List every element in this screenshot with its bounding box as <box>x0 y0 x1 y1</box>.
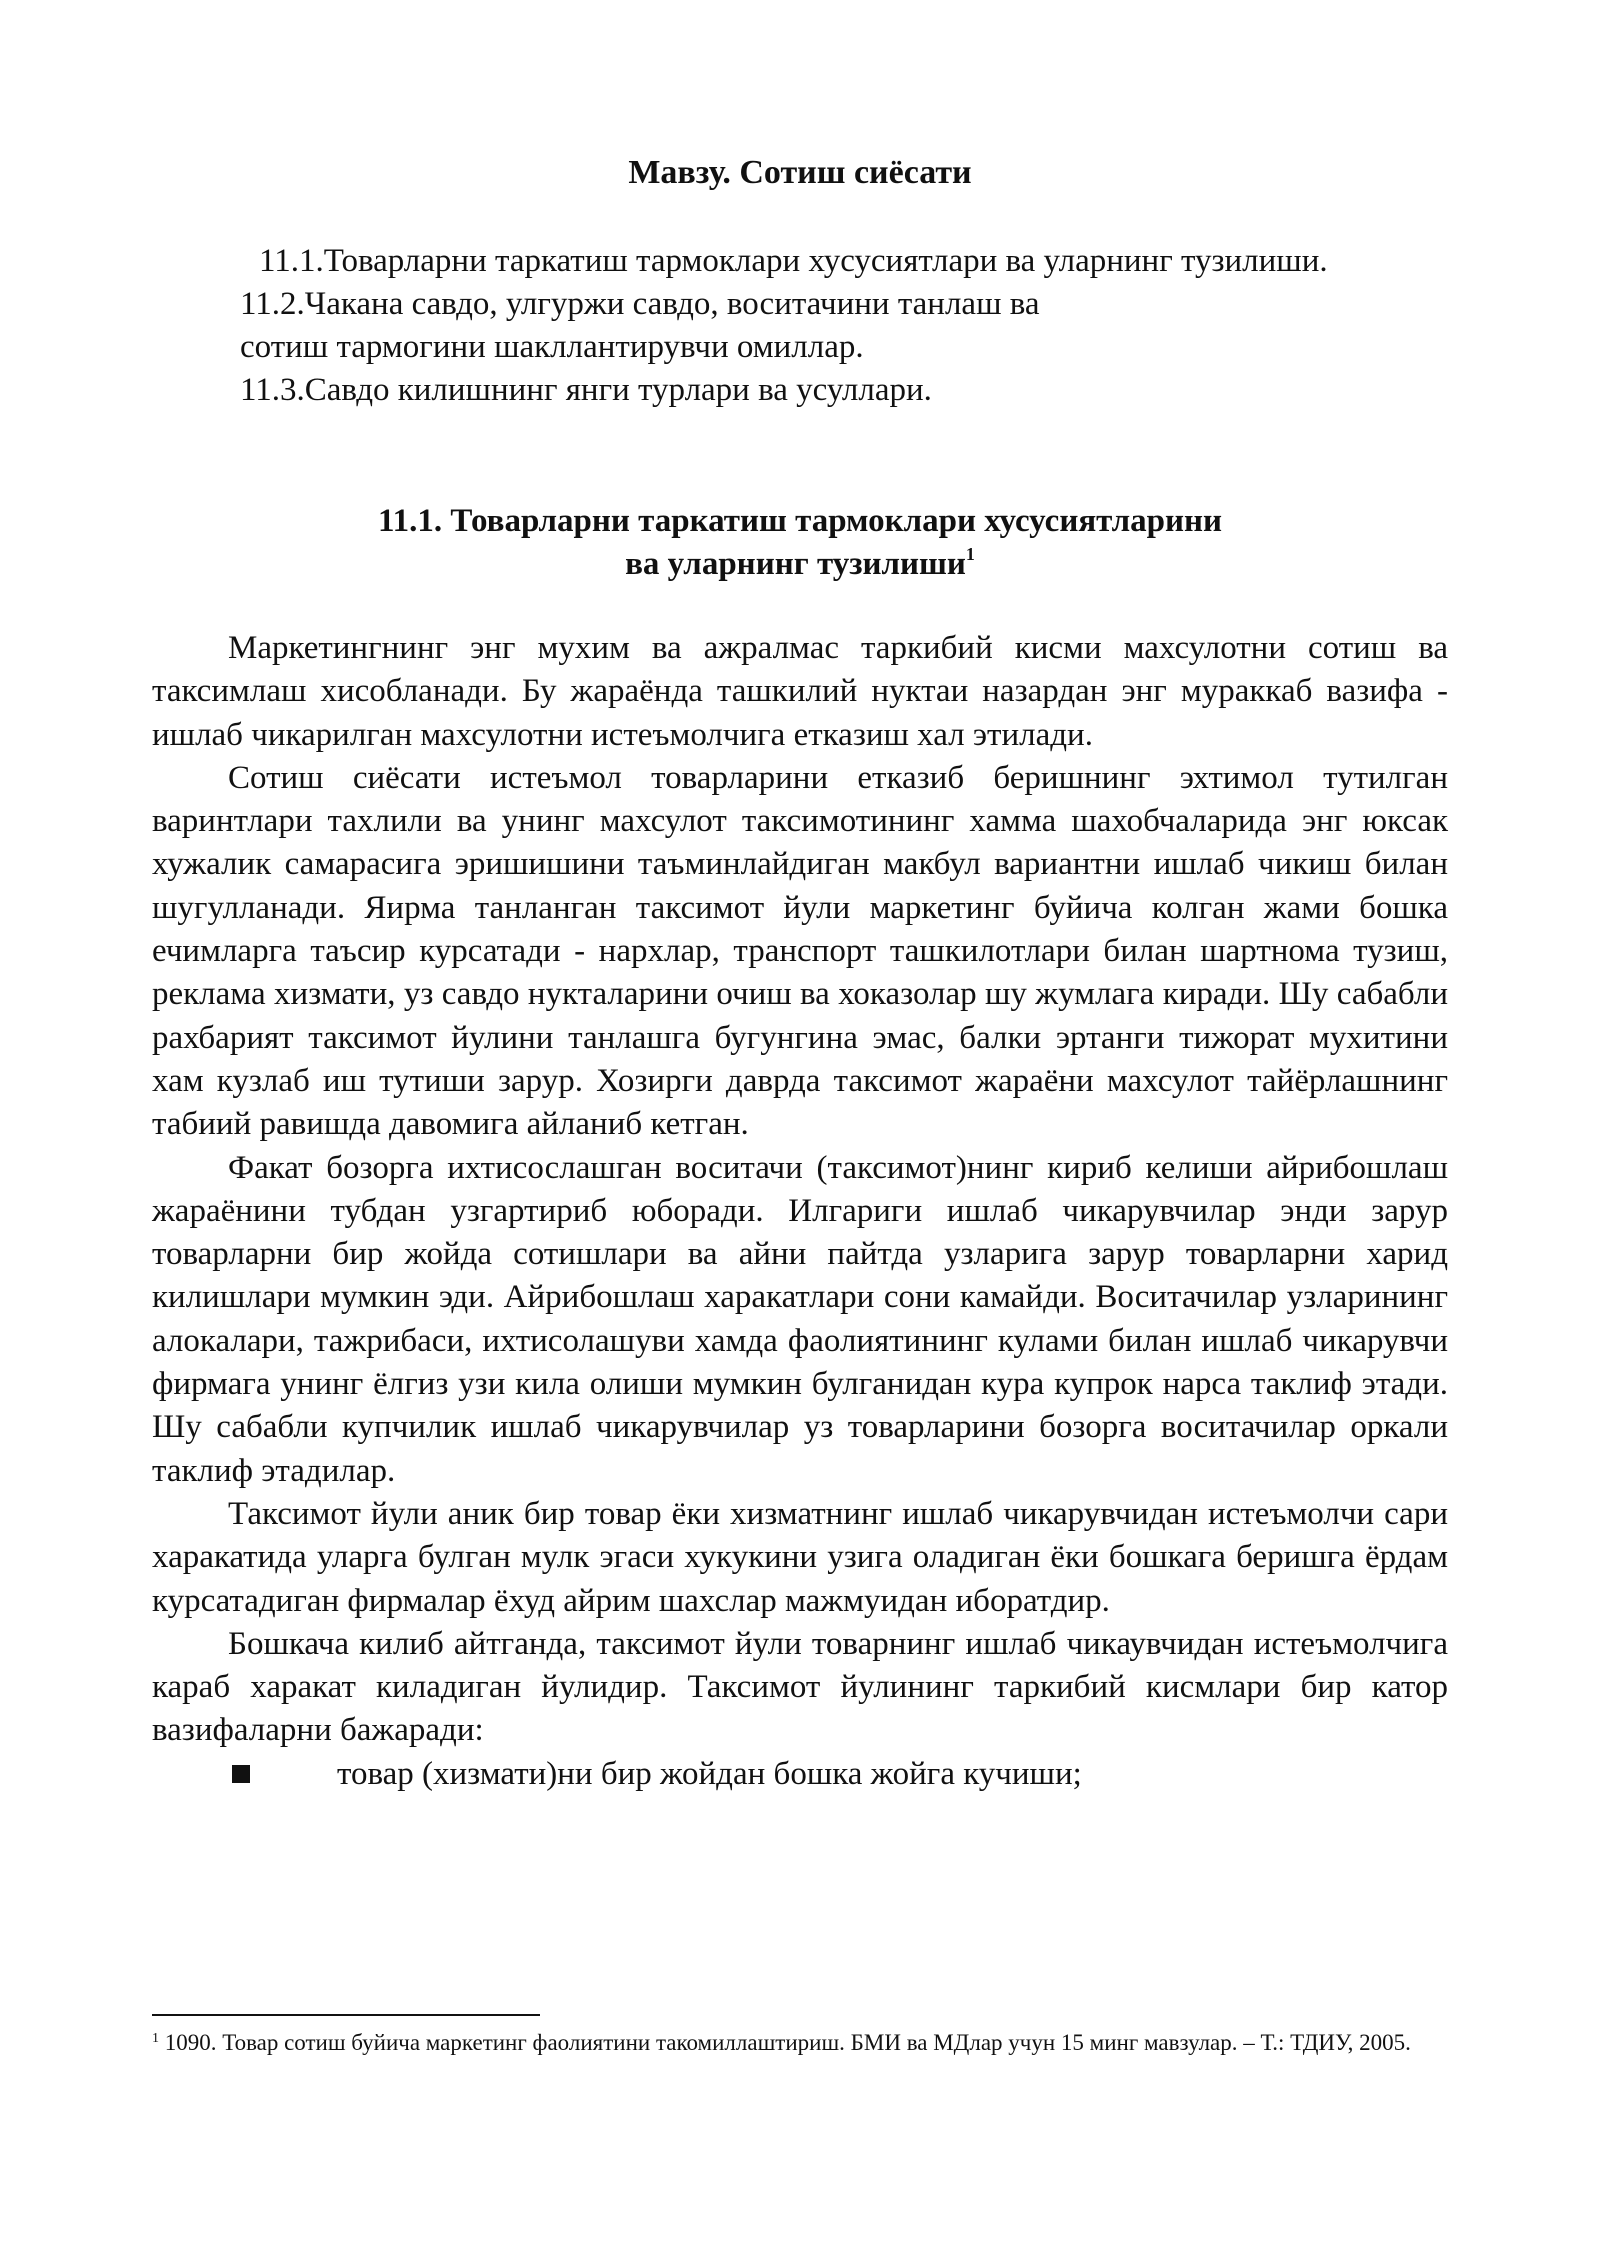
section-title-line-2 <box>152 543 1448 586</box>
footnote-reference[interactable]: 1 <box>965 544 975 564</box>
footnote-divider <box>152 2014 540 2016</box>
toc-item-2-line-2: сотиш тармогини шакллантирувчи омиллар. <box>240 329 864 365</box>
document-page <box>152 0 1448 2262</box>
section-title-line-1: 11.1. Товарларни таркатиш тармоклари хусусиятларини <box>378 503 1222 539</box>
footnote-text: 1090. Товар сотиш буйича маркетинг фаолиятини такомиллаштириш. БМИ ва МДлар учун 15 минг мавзулар. – Т.: ТДИУ, 2005. <box>164 2030 1411 2055</box>
body-text <box>152 627 1448 1796</box>
toc-item-3: 11.3.Савдо килишнинг янги турлари ва усуллари. <box>240 372 932 408</box>
page-title: Мавзу. Сотиш сиёсати <box>628 154 972 191</box>
table-of-contents <box>152 240 1448 412</box>
section-title-line-2-text: ва уларнинг тузилиши <box>625 546 966 582</box>
list-item <box>152 1753 1448 1796</box>
footnote-mark: 1 <box>152 2031 159 2046</box>
paragraph-5: Бошкача килиб айтганда, таксимот йули товарнинг ишлаб чикаувчидан истеъмолчига караб харакат киладиган йулидир. Таксимот йулининг таркибий кисмлари бир катор вазифаларни бажаради: <box>152 1625 1448 1749</box>
list-item-text: товар (хизмати)ни бир жойдан бошка жойга кучиши; <box>337 1755 1082 1792</box>
section-title <box>152 500 1448 586</box>
toc-item-1: 11.1.Товарларни таркатиш тармоклари хусусиятлари ва уларнинг тузилиши. <box>259 243 1328 279</box>
paragraph-1: Маркетингнинг энг мухим ва ажралмас таркибий кисми махсулотни сотиш ва таксимлаш хисобланади. Бу жараёнда ташкилий нуктаи назардан энг мураккаб вазифа - ишлаб чикарилган махсулотни истеъмолчига етказиш хал этилади. <box>152 630 1448 753</box>
footnote <box>152 2026 1448 2059</box>
paragraph-3: Факат бозорга ихтисослашган воситачи (таксимот)нинг кириб келиши айрибошлаш жараёнини тубдан узгартириб юборади. Илгариги ишлаб чикарувчилар энди зарур товарларни бир жойда сотишлари ва айни пайтда узларига зарур товарларни харид килишлари мумкин эди. Айрибошлаш харакатлари сони камайди. Воситачилар узларининг алокалари, тажрибаси, ихтисолашуви хамда фаолиятининг кулами билан ишлаб чикарувчи фирмага унинг ёлгиз узи кила олиши мумкин булганидан кура купрок нарса таклиф этади. Шу сабабли купчилик ишлаб чикарувчилар уз товарларини бозорга воситачилар оркали таклиф этадилар. <box>152 1149 1448 1489</box>
square-bullet-icon <box>232 1765 250 1783</box>
toc-item-2 <box>152 283 1448 369</box>
paragraph-4: Таксимот йули аник бир товар ёки хизматнинг ишлаб чикарувчидан истеъмолчи сари харакатида уларга булган мулк эгаси хукукини узига оладиган ёки бошкага беришга ёрдам курсатадиган фирмалар ёхуд айрим шахслар мажмуидан иборатдир. <box>152 1495 1448 1619</box>
paragraph-2: Сотиш сиёсати истеъмол товарларини етказиб беришнинг эхтимол тутилган варинтлари тахлили ва унинг махсулот таксимотининг хамма шахобчаларида энг юксак хужалик самарасига эришишини таъминлайдиган макбул вариантни ишлаб чикиш билан шугулланади. Яирма танланган таксимот йули маркетинг буйича колган жами бошка ечимларга таъсир курсатади - нархлар, транспорт ташкилотлари билан шартнома тузиш, реклама хизмати, уз савдо нукталарини очиш ва хоказолар шу жумлага киради. Шу сабабли рахбарият таксимот йулини танлашга бугунгина эмас, балки эртанги тижорат мухитини хам кузлаб иш тутиши зарур. Хозирги даврда таксимот жараёни махсулот тайёрлашнинг табиий равишда давомига айланиб кетган. <box>152 759 1448 1143</box>
toc-item-2-line-1: 11.2.Чакана савдо, улгуржи савдо, воситачини танлаш ва <box>240 286 1040 322</box>
